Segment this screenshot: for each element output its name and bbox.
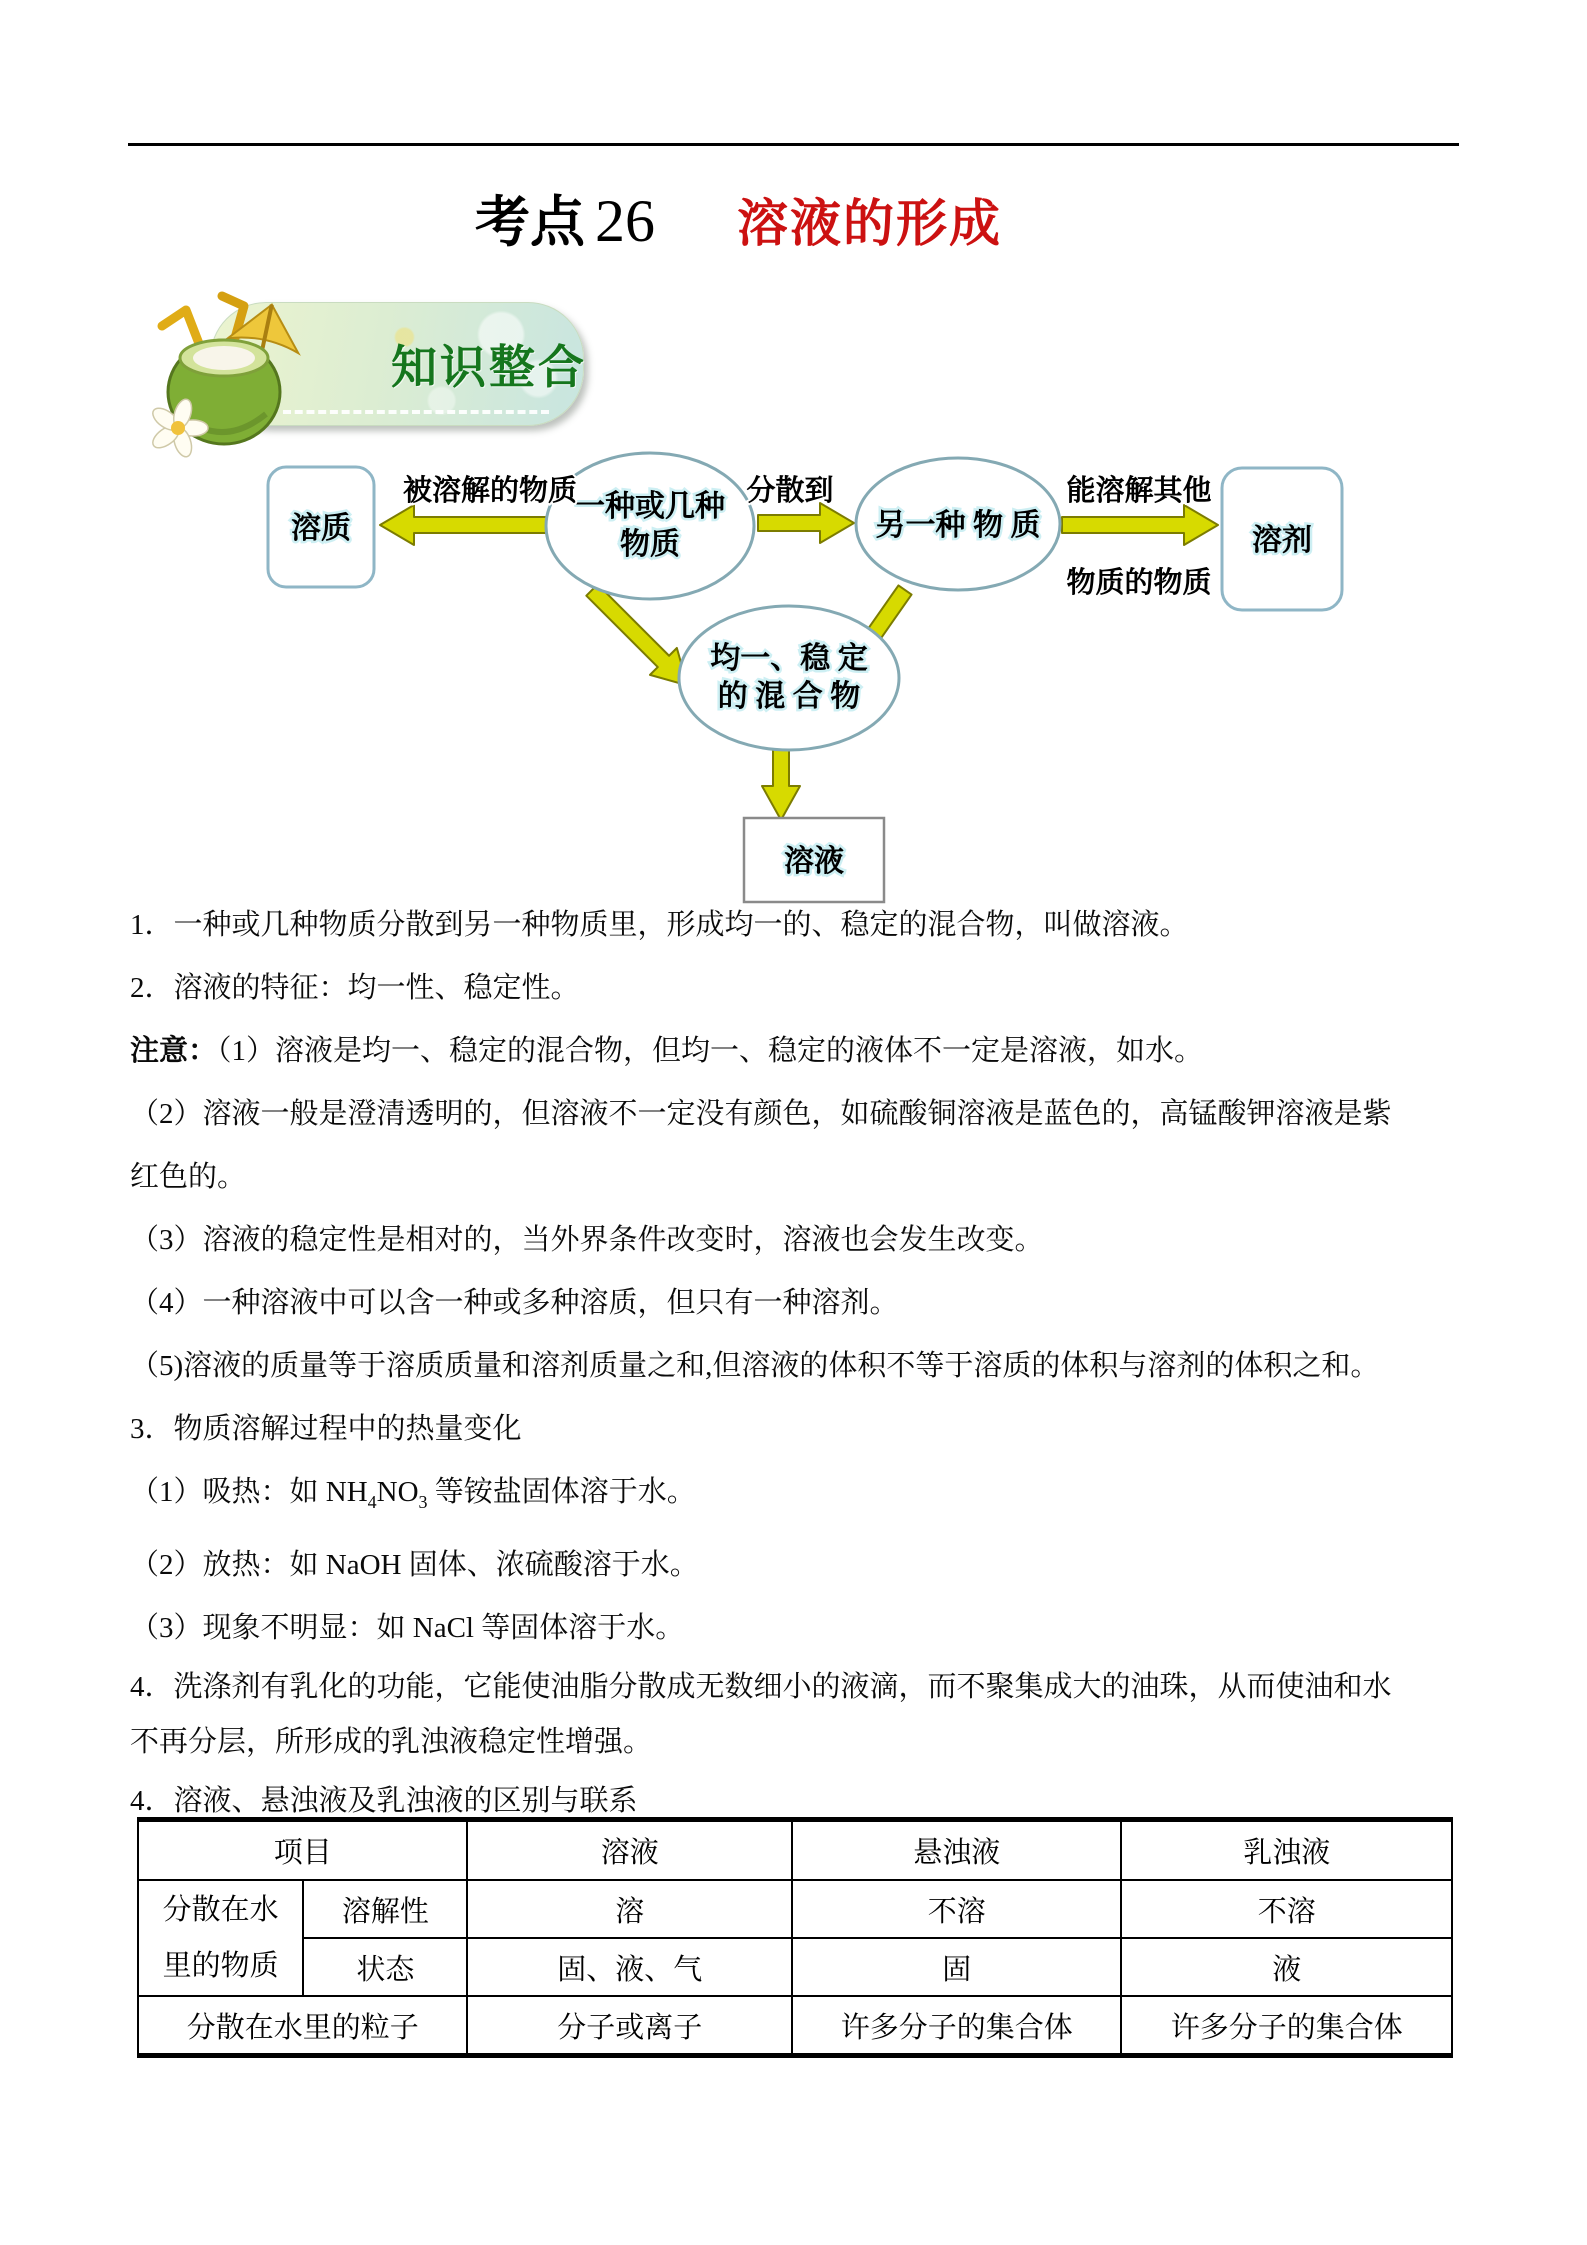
mixture-node-line1: 均一、稳 定	[710, 642, 868, 675]
table-cell: 许多分子的集合体	[792, 1996, 1121, 2056]
table-header-item: 项目	[138, 1820, 467, 1881]
text-line: 4．洗涤剂有乳化的功能，它能使油脂分散成无数细小的液滴，而不聚集成大的油珠，从而使油和水	[130, 1670, 1392, 1703]
arrow-to-solvent	[1062, 505, 1218, 545]
text-line: （2）放热：如 NaOH 固体、浓硫酸溶于水。	[130, 1548, 699, 1581]
table-cell: 不溶	[792, 1880, 1121, 1938]
table-cell: 分子或离子	[467, 1996, 791, 2056]
arrow-disperse	[758, 503, 854, 543]
coconut-drink-icon	[126, 280, 340, 460]
text-line: 2．溶液的特征：均一性、稳定性。	[130, 972, 580, 1004]
mixture-node-line2: 的 混 合 物	[717, 680, 861, 713]
dissolve-others-label-line2: 物质的物质	[1066, 567, 1212, 599]
table-label-state: 状态	[303, 1938, 467, 1996]
text-line: （2）溶液一般是澄清透明的，但溶液不一定没有颜色，如硫酸铜溶液是蓝色的，高锰酸钾溶液是紫	[130, 1098, 1392, 1130]
arrow-to-solute	[380, 505, 549, 545]
solvent-node-label: 溶剂	[1252, 524, 1312, 557]
title-topic: 溶液的形成	[737, 195, 1003, 252]
solute-node-label: 溶质	[291, 512, 351, 545]
table-cell: 固	[792, 1938, 1121, 1996]
text-line: （4）一种溶液中可以含一种或多种溶质，但只有一种溶剂。	[130, 1287, 899, 1319]
text-line: 3．物质溶解过程中的热量变化	[130, 1413, 522, 1445]
text-line: （1）吸热：如 $NH_4NO_3$ 等铵盐固体溶于水。	[130, 1476, 696, 1512]
table-header-emulsion: 乳浊液	[1121, 1820, 1452, 1881]
title-section: 考点	[474, 192, 585, 253]
title-number: 26	[595, 188, 655, 254]
text-line: 红色的。	[130, 1161, 247, 1193]
text-line: 注意：（1）溶液是均一、稳定的混合物，但均一、稳定的液体不一定是溶液，如水。	[130, 1035, 1204, 1067]
table-label-solubility: 溶解性	[303, 1880, 467, 1938]
text-line: 1．一种或几种物质分散到另一种物质里，形成均一的、稳定的混合物，叫做溶液。	[130, 909, 1189, 941]
another-substance-label: 另一种 物 质	[875, 509, 1041, 542]
table-header-suspension: 悬浊液	[792, 1820, 1121, 1881]
knowledge-badge-label: 知识整合	[391, 342, 587, 393]
text-line: （3）溶液的稳定性是相对的，当外界条件改变时，溶液也会发生改变。	[130, 1224, 1044, 1256]
substances-node-line1: 一种或几种	[575, 490, 725, 523]
page-title	[0, 178, 1587, 257]
body-text	[130, 894, 1470, 1833]
table-cell: 不溶	[1121, 1880, 1452, 1938]
text-line: （5)溶液的质量等于溶质质量和溶剂质量之和,但溶液的体积不等于溶质的体积与溶剂的体积之和。	[130, 1350, 1380, 1382]
text-line: 4．溶液、悬浊液及乳浊液的区别与联系	[130, 1784, 638, 1817]
text-line: （3）现象不明显：如 NaCl 等固体溶于水。	[130, 1611, 685, 1644]
dissolved-substance-label: 被溶解的物质	[402, 475, 578, 507]
comparison-table	[137, 1817, 1453, 2058]
solution-concept-diagram	[0, 450, 1587, 915]
substances-node	[546, 453, 754, 599]
table-label-particles: 分散在水里的粒子	[138, 1996, 467, 2056]
header-rule	[128, 143, 1459, 146]
table-header-solution: 溶液	[467, 1820, 791, 1881]
arrow-down-to-solution	[762, 748, 800, 820]
text-line: 不再分层，所形成的乳浊液稳定性增强。	[130, 1725, 653, 1758]
mixture-node	[679, 606, 899, 750]
disperse-label: 分散到	[746, 475, 834, 507]
dissolve-others-label-line1: 能溶解其他	[1066, 475, 1212, 507]
table-cell: 许多分子的集合体	[1121, 1996, 1452, 2056]
substances-node-line2: 物质	[620, 528, 680, 561]
solution-node-label: 溶液	[784, 845, 844, 878]
table-cell: 固、液、气	[467, 1938, 791, 1996]
table-cell: 溶	[467, 1880, 791, 1938]
table-cell: 液	[1121, 1938, 1452, 1996]
table-rowgroup-dispersed-substance: 分散在水里的物质	[138, 1880, 303, 1996]
